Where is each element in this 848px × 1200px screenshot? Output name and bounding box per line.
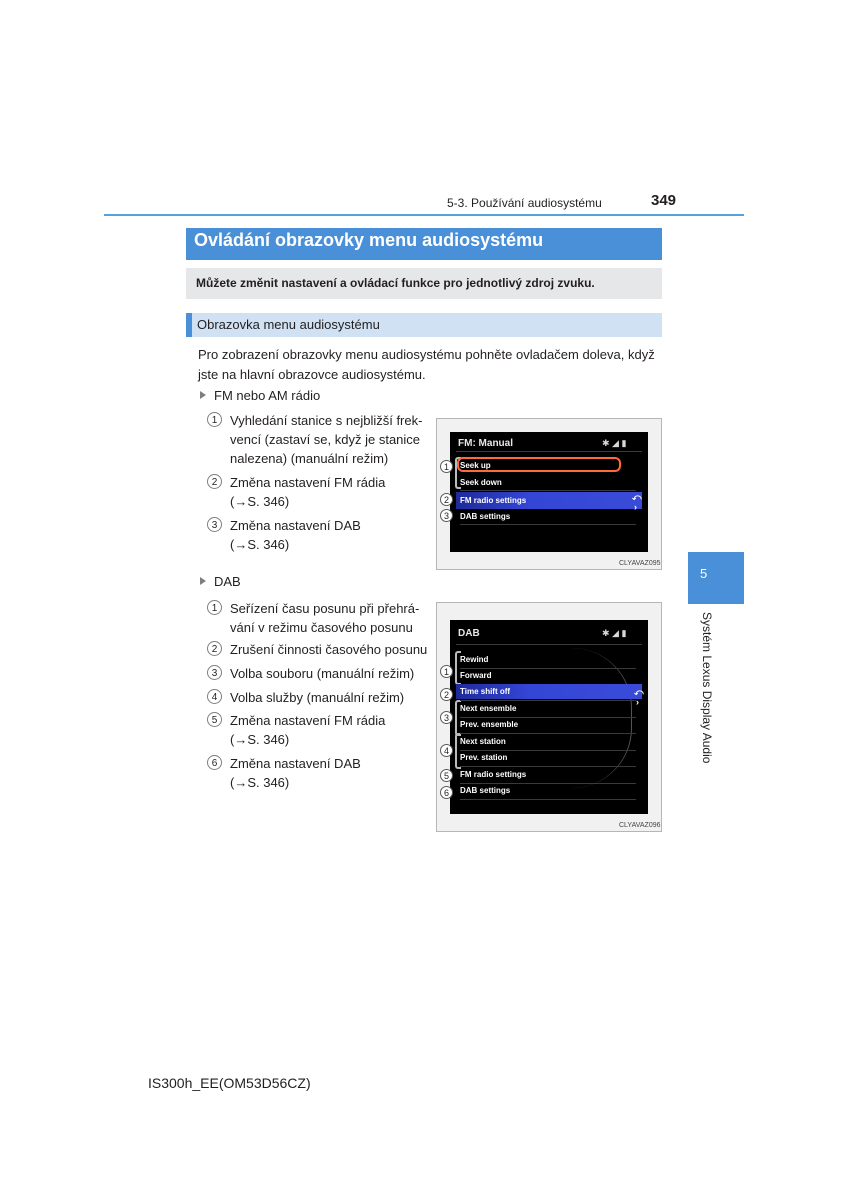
page-title: Ovládání obrazovky menu audiosystému xyxy=(194,230,544,250)
row-separator xyxy=(460,668,636,669)
row-separator xyxy=(460,490,636,491)
menu-row[interactable]: Seek up xyxy=(460,461,491,470)
chapter-label: Systém Lexus Display Audio xyxy=(700,612,714,764)
callout-marker: 5 xyxy=(440,769,453,782)
item-number: 6 xyxy=(207,755,222,770)
menu-row[interactable]: Prev. ensemble xyxy=(460,720,519,729)
item-number: 2 xyxy=(207,641,222,656)
fm-screen-title: FM: Manual xyxy=(458,438,513,449)
item-number: 3 xyxy=(207,517,222,532)
intro-paragraph: Pro zobrazení obrazovky menu audiosystému pohněte ovladačem doleva, když jste na hlavní obrazovce audiosystému. xyxy=(198,347,655,382)
numbered-item xyxy=(207,599,429,637)
callout-marker: 4 xyxy=(440,744,453,757)
row-separator xyxy=(460,799,636,800)
callout-marker: 1 xyxy=(440,460,453,473)
intro-text: Můžete změnit nastavení a ovládací funkce pro jednotlivý zdroj zvuku. xyxy=(196,276,595,290)
chevron-right-icon: › xyxy=(636,697,639,707)
header-rule xyxy=(104,214,744,216)
callout-marker: 1 xyxy=(440,665,453,678)
menu-row[interactable]: Forward xyxy=(460,671,492,680)
item-number: 1 xyxy=(207,412,222,427)
row-separator xyxy=(460,750,636,751)
numbered-item xyxy=(207,473,429,511)
menu-row[interactable]: Time shift off xyxy=(460,687,511,696)
back-icon[interactable]: ⤺ xyxy=(632,492,642,502)
item-text: Volba služby (manuální režim) xyxy=(230,690,405,705)
callout-marker: 3 xyxy=(440,509,453,522)
page-number: 349 xyxy=(651,192,677,209)
subheading: Obrazovka menu audiosystému xyxy=(197,317,380,332)
numbered-item xyxy=(207,711,429,749)
menu-row[interactable]: Next station xyxy=(460,737,506,746)
dab-bullet xyxy=(200,574,241,589)
item-text: Změna nastavení FM rádia (→S. 346) xyxy=(230,475,386,509)
title-separator xyxy=(456,644,642,645)
fm-screen xyxy=(450,432,648,552)
chevron-right-icon: › xyxy=(634,502,637,512)
callout-marker: 2 xyxy=(440,493,453,506)
fm-bullet-label: FM nebo AM rádio xyxy=(214,388,321,403)
figure-code: CLYAVAZ095 xyxy=(619,560,661,567)
item-text: Změna nastavení FM rádia (→S. 346) xyxy=(230,713,386,747)
menu-row[interactable]: Seek down xyxy=(460,478,502,487)
numbered-item xyxy=(207,664,429,683)
numbered-item xyxy=(207,640,429,659)
dab-screen-figure xyxy=(436,602,662,832)
triangle-bullet-icon xyxy=(200,577,206,585)
item-text: Změna nastavení DAB (→S. 346) xyxy=(230,518,361,552)
menu-row[interactable]: FM radio settings xyxy=(460,770,527,779)
item-text: Seřízení času posunu při přehrá- vání v režimu časového posunu xyxy=(230,601,420,635)
item-text: Vyhledání stanice s nejbližší frek- vencí (zastaví se, když je stanice nalezena) (manuální režim) xyxy=(230,413,423,466)
back-icon[interactable]: ⤺ xyxy=(634,687,644,697)
document-code: IS300h_EE(OM53D56CZ) xyxy=(148,1075,311,1091)
menu-row[interactable]: FM radio settings xyxy=(460,496,527,505)
menu-row[interactable]: Next ensemble xyxy=(460,704,517,713)
scroll-indicator xyxy=(570,648,632,788)
item-text: Změna nastavení DAB (→S. 346) xyxy=(230,756,361,790)
dab-screen xyxy=(450,620,648,814)
row-separator xyxy=(460,783,636,784)
item-number: 3 xyxy=(207,665,222,680)
row-separator xyxy=(460,766,636,767)
item-text: Zrušení činnosti časového posunu xyxy=(230,642,428,657)
dab-bullet-label: DAB xyxy=(214,574,241,589)
row-separator xyxy=(460,700,636,701)
callout-marker: 6 xyxy=(440,786,453,799)
row-separator xyxy=(460,717,636,718)
item-number: 2 xyxy=(207,474,222,489)
chapter-tab xyxy=(688,552,744,604)
fm-bullet xyxy=(200,388,320,403)
item-number: 4 xyxy=(207,689,222,704)
status-icons: ✱ ◢ ▮ xyxy=(602,438,627,448)
item-number: 5 xyxy=(207,712,222,727)
item-number: 1 xyxy=(207,600,222,615)
chapter-number: 5 xyxy=(700,566,708,581)
row-separator xyxy=(460,733,636,734)
section-title: 5-3. Používání audiosystému xyxy=(447,196,602,210)
menu-row[interactable]: DAB settings xyxy=(460,512,511,521)
numbered-item xyxy=(207,411,429,468)
numbered-item xyxy=(207,516,429,554)
menu-row[interactable]: DAB settings xyxy=(460,786,511,795)
callout-marker: 2 xyxy=(440,688,453,701)
row-separator xyxy=(460,524,636,525)
triangle-bullet-icon xyxy=(200,391,206,399)
figure-code: CLYAVAZ096 xyxy=(619,822,661,829)
item-text: Volba souboru (manuální režim) xyxy=(230,666,415,681)
menu-row[interactable]: Prev. station xyxy=(460,753,508,762)
menu-row[interactable]: Rewind xyxy=(460,655,489,664)
numbered-item xyxy=(207,754,429,792)
numbered-item xyxy=(207,688,429,707)
status-icons: ✱ ◢ ▮ xyxy=(602,628,627,638)
callout-marker: 3 xyxy=(440,711,453,724)
fm-screen-figure xyxy=(436,418,662,570)
dab-screen-title: DAB xyxy=(458,628,480,639)
title-separator xyxy=(456,451,642,452)
